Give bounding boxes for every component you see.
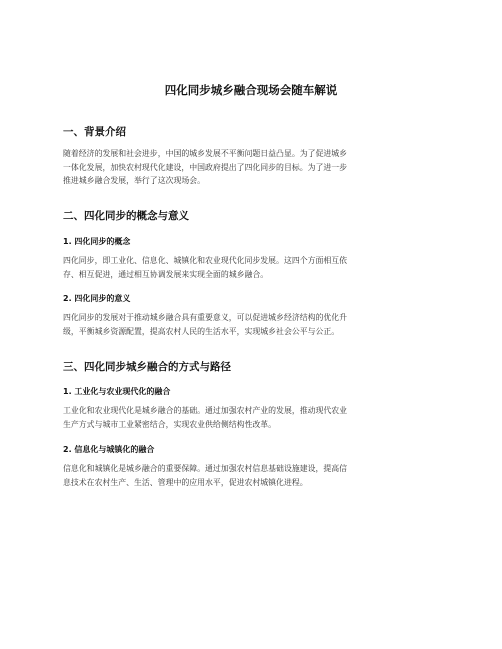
section-paragraph-background	[63, 147, 439, 188]
paragraph-line: 级，平衡城乡资源配置，提高农村人民的生活水平，实现城乡社会公平与公正。	[63, 326, 340, 336]
paragraph-line: 随着经济的发展和社会进步，中国的城乡发展不平衡问题日益凸显。为了促进城乡	[63, 149, 348, 158]
paragraph-line: 息技术在农村生产、生活、管理中的应用水平，促进农村城镇化进程。	[63, 477, 308, 487]
subsection-paragraph-concept	[63, 254, 439, 281]
paragraph-line: 一体化发展，加快农村现代化建设，中国政府提出了四化同步的目标。为了进一步	[63, 162, 348, 172]
paragraph-line: 存、相互促进，通过相互协调发展来实现全面的城乡融合。	[63, 269, 269, 279]
page-title: 四化同步城乡融合现场会随车解说	[164, 83, 338, 97]
subsection-paragraph-meaning	[63, 311, 439, 338]
subsection-heading-information-urbanization: 2. 信息化与城镇化的融合	[63, 445, 155, 454]
subsection-paragraph-information-urbanization	[63, 462, 439, 489]
subsection-heading-industrial-agricultural: 1. 工业化与农业现代化的融合	[63, 387, 171, 396]
subsection-heading-concept: 1. 四化同步的概念	[63, 237, 131, 246]
subsection-paragraph-industrial-agricultural	[63, 404, 439, 431]
paragraph-line: 生产方式与城市工业紧密结合，实现农业供给侧结构性改革。	[63, 419, 277, 429]
subsection-heading-meaning: 2. 四化同步的意义	[63, 294, 131, 303]
paragraph-line: 信息化和城镇化是城乡融合的重要保障。通过加强农村信息基础设施建设，提高信	[63, 464, 348, 473]
section-heading-background: 一、背景介绍	[63, 126, 126, 138]
paragraph-line: 四化同步的发展对于推动城乡融合具有重要意义，可以促进城乡经济结构的优化升	[63, 313, 348, 322]
paragraph-line: 四化同步，即工业化、信息化、城镇化和农业现代化同步发展。这四个方面相互依	[63, 256, 348, 265]
paragraph-line: 推进城乡融合发展，举行了这次现场会。	[63, 176, 206, 185]
paragraph-line: 工业化和农业现代化是城乡融合的基础。通过加强农村产业的发展，推动现代农业	[63, 406, 348, 415]
section-heading-concept-meaning: 二、四化同步的概念与意义	[63, 210, 189, 222]
section-heading-methods-paths: 三、四化同步城乡融合的方式与路径	[63, 361, 231, 373]
